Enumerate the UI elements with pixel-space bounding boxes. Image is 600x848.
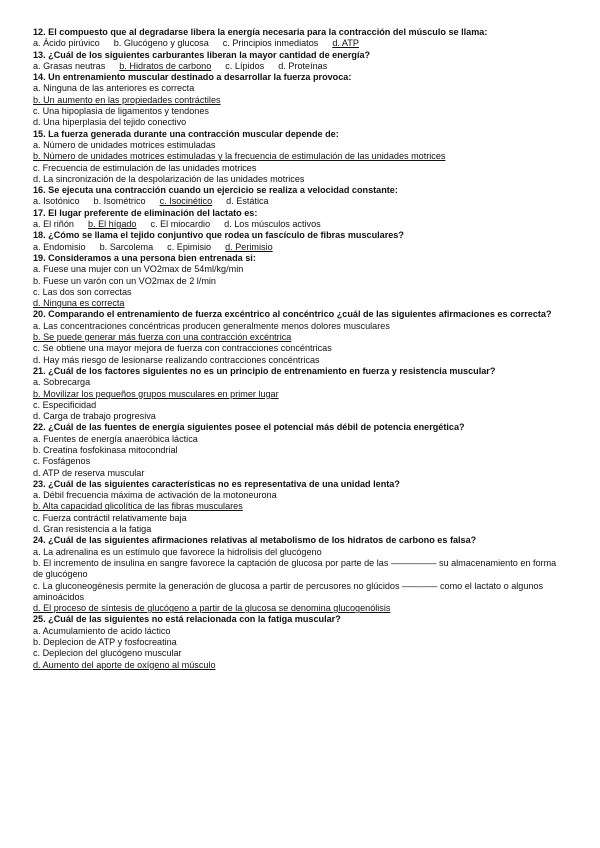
options-row [33, 196, 567, 207]
question-q22 [33, 422, 567, 478]
answer-line [33, 490, 567, 501]
answer-line [33, 163, 567, 174]
answer-line [33, 547, 567, 558]
question-text: 25. ¿Cuál de las siguientes no está relacionada con la fatiga muscular? [33, 614, 341, 625]
answer-line [33, 174, 567, 185]
answer-option: c. Lípidos [225, 60, 265, 71]
question-q18 [33, 230, 567, 253]
answer-line [33, 637, 567, 648]
answer-option: a. Fuentes de energía anaeróbica láctica [33, 433, 198, 444]
answer-option: b. Movilizar los pequeños grupos musculares en primer lugar [33, 388, 279, 399]
answer-option: a. Débil frecuencia máxima de activación de la motoneurona [33, 490, 277, 501]
answer-option: c. Isocinético [159, 196, 213, 207]
answer-option: d. ATP [332, 38, 359, 49]
answer-option: c. Las dos son correctas [33, 286, 132, 297]
answer-option: d. Gran resistencia a la fatiga [33, 524, 152, 535]
answer-option: c. Deplecion del glucógeno muscular [33, 648, 182, 659]
answer-line [33, 287, 567, 298]
answer-option: a. Las concentraciones concéntricas producen generalmente menos dolores musculares [33, 320, 390, 331]
answer-line [33, 389, 567, 400]
answer-option: b. Glucógeno y glucosa [113, 38, 209, 49]
answer-line [33, 343, 567, 354]
answer-option: c. Epimisio [167, 241, 212, 252]
answer-line [33, 95, 567, 106]
answer-line [33, 468, 567, 479]
question-q20 [33, 309, 567, 365]
question-q25 [33, 614, 567, 670]
answer-line [33, 276, 567, 287]
question-text: 23. ¿Cuál de las siguientes características no es representativa de una unidad lenta? [33, 478, 400, 489]
answer-line [33, 377, 567, 388]
answer-line [33, 117, 567, 128]
question-text: 24. ¿Cuál de las siguientes afirmaciones relativas al metabolismo de los hidratos de carbono es falsa? [33, 535, 477, 546]
answer-option: b. Un aumento en las propiedades contráctiles [33, 94, 221, 105]
answer-line [33, 603, 567, 614]
answer-option: a. Número de unidades motrices estimuladas [33, 139, 216, 150]
answer-line [33, 456, 567, 467]
answer-option: d. Perimisio [225, 241, 273, 252]
answer-option: a. Sobrecarga [33, 377, 91, 388]
question-q13 [33, 50, 567, 73]
question-q21 [33, 366, 567, 422]
answer-option: b. Fuese un varón con un VO2max de 2 l/min [33, 275, 216, 286]
answer-option: c. Fosfágenos [33, 456, 91, 467]
answer-line [33, 298, 567, 309]
question-text: 15. La fuerza generada durante una contracción muscular depende de: [33, 128, 339, 139]
answer-option: d. Proteínas [278, 60, 328, 71]
answer-option: d. ATP de reserva muscular [33, 467, 145, 478]
answer-option: a. Isotónico [33, 196, 80, 207]
answer-line [33, 660, 567, 671]
answer-option: d. La sincronización de la despolarización de las unidades motrices [33, 173, 305, 184]
answer-option: a. Grasas neutras [33, 60, 106, 71]
question-q16 [33, 185, 567, 208]
question-text: 20. Comparando el entrenamiento de fuerza excéntrico al concéntrico ¿cuál de las siguientes afirmaciones es correcta? [33, 309, 552, 320]
answer-option: c. Especificidad [33, 399, 97, 410]
answer-option: b. Deplecion de ATP y fosfocreatina [33, 637, 177, 648]
answer-option: d. Carga de trabajo progresiva [33, 411, 156, 422]
answer-line [33, 140, 567, 151]
answer-line [33, 558, 567, 581]
question-q17 [33, 208, 567, 231]
answer-option: a. Fuese una mujer con un VO2max de 54ml/kg/min [33, 264, 244, 275]
answer-option: b. Número de unidades motrices estimuladas y la frecuencia de estimulación de las unidades motrices [33, 151, 446, 162]
answer-line [33, 321, 567, 332]
question-text: 17. El lugar preferente de eliminación del lactato es: [33, 207, 258, 218]
answer-option: d. Los músculos activos [224, 219, 321, 230]
answer-option: a. Endomisio [33, 241, 86, 252]
question-q12 [33, 27, 567, 50]
answer-option: b. El incremento de insulina en sangre favorece la captación de glucosa por parte de las ––––––––– su almacenamiento en forma de glucógeno [33, 557, 557, 580]
question-q24 [33, 535, 567, 614]
answer-line [33, 411, 567, 422]
answer-option: c. Frecuencia de estimulación de las unidades motrices [33, 162, 257, 173]
answer-option: a. La adrenalina es un estímulo que favorece la hidrolisis del glucógeno [33, 546, 322, 557]
quiz-page [33, 27, 567, 671]
answer-line [33, 400, 567, 411]
answer-line [33, 501, 567, 512]
question-text: 14. Un entrenamiento muscular destinado a desarrollar la fuerza provoca: [33, 72, 352, 83]
options-row [33, 219, 567, 230]
options-row [33, 242, 567, 253]
answer-option: b. Isométrico [93, 196, 146, 207]
answer-line [33, 445, 567, 456]
answer-option: a. Ninguna de las anteriores es correcta [33, 83, 195, 94]
answer-option: b. El hígado [87, 219, 137, 230]
answer-option: d. Hay más riesgo de lesionarse realizando contracciones concéntricas [33, 354, 320, 365]
answer-option: d. Ninguna es correcta [33, 298, 125, 309]
question-text: 21. ¿Cuál de los factores siguientes no es un principio de entrenamiento en fuerza y resistencia muscular? [33, 365, 496, 376]
answer-option: c. Una hipoplasia de ligamentos y tendones [33, 106, 209, 117]
question-q23 [33, 479, 567, 535]
answer-option: b. Alta capacidad glicolítica de las fibras musculares [33, 501, 243, 512]
answer-option: c. Fuerza contráctil relativamente baja [33, 512, 187, 523]
question-q19 [33, 253, 567, 309]
question-q15 [33, 129, 567, 185]
question-q14 [33, 72, 567, 128]
answer-option: c. El miocardio [150, 219, 211, 230]
question-text: 18. ¿Cómo se llama el tejido conjuntivo que rodea un fascículo de fibras musculares? [33, 230, 404, 241]
question-text: 12. El compuesto que al degradarse libera la energía necesaria para la contracción del músculo se llama: [33, 27, 488, 37]
question-text: 13. ¿Cuál de los siguientes carburantes liberan la mayor cantidad de energía? [33, 49, 371, 60]
answer-line [33, 83, 567, 94]
answer-option: a. Acumulamiento de acido láctico [33, 625, 171, 636]
answer-line [33, 648, 567, 659]
question-text: 22. ¿Cuál de las fuentes de energía siguientes posee el potencial más débil de potencia energética? [33, 422, 465, 433]
answer-line [33, 581, 567, 604]
answer-option: c. Principios inmediatos [222, 38, 319, 49]
answer-option: b. Sarcolema [99, 241, 154, 252]
answer-line [33, 524, 567, 535]
answer-option: c. Se obtiene una mayor mejora de fuerza con contracciones concéntricas [33, 343, 332, 354]
answer-line [33, 151, 567, 162]
options-row [33, 61, 567, 72]
answer-option: d. Estática [226, 196, 269, 207]
answer-option: c. La gluconeogénesis permite la generación de glucosa a partir de percusores no glúcidos ––––––– como el lactato o algunos aminoácidos [33, 580, 544, 602]
answer-line [33, 106, 567, 117]
answer-line [33, 513, 567, 524]
answer-line [33, 264, 567, 275]
answer-option: d. El proceso de síntesis de glucógeno a partir de la glucosa se denomina glucogenólisis [33, 603, 391, 614]
answer-option: a. Ácido pirúvico [33, 38, 100, 49]
answer-line [33, 355, 567, 366]
answer-line [33, 434, 567, 445]
answer-line [33, 626, 567, 637]
question-text: 19. Consideramos a una persona bien entrenada si: [33, 252, 256, 263]
answer-option: d. Aumento del aporte de oxígeno al músculo [33, 659, 216, 670]
answer-option: b. Hidratos de carbono [119, 60, 212, 71]
answer-option: a. El riñón [33, 219, 74, 230]
answer-line [33, 332, 567, 343]
answer-option: d. Una hiperplasia del tejido conectivo [33, 117, 187, 128]
answer-option: b. Se puede generar más fuerza con una contracción excéntrica [33, 332, 292, 343]
options-row [33, 38, 567, 49]
answer-option: b. Creatina fosfokinasa mitocondrial [33, 444, 178, 455]
question-text: 16. Se ejecuta una contracción cuando un ejercicio se realiza a velocidad constante: [33, 185, 398, 196]
